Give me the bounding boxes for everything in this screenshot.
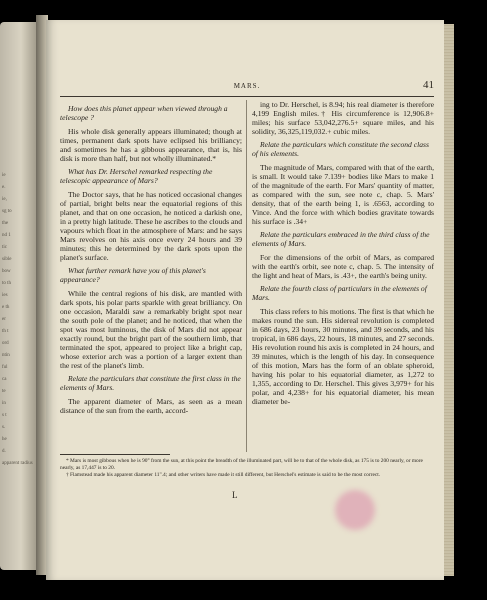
question: Relate the particulars that constitute the first class in the elements of Mars. xyxy=(60,374,241,392)
facing-page-fragment: er xyxy=(2,317,6,322)
footnote: † Flamstead made his apparent diameter 11".4; and other writers have made it still different, but Herschel's estimate is said to be the most correct. xyxy=(66,472,381,479)
book-page xyxy=(46,20,444,580)
question: What has Dr. Herschel remarked respecting the telescopic appearance of Mars? xyxy=(60,167,213,185)
question: How does this planet appear when viewed through a telescope ? xyxy=(60,104,228,122)
facing-page-fragment: apparent radius xyxy=(2,461,33,466)
facing-page-fragment: s t xyxy=(2,413,7,418)
facing-page-fragment: ful xyxy=(2,365,8,370)
paper-stain xyxy=(335,490,375,530)
facing-page-fragment: to th xyxy=(2,281,12,286)
left-column xyxy=(60,100,242,419)
page-header xyxy=(60,79,434,94)
facing-page-fragment: ntin xyxy=(2,353,10,358)
running-head: MARS. xyxy=(233,82,261,90)
facing-page-fragment: bow xyxy=(2,269,11,274)
facing-page-fragment: e. xyxy=(2,185,6,190)
paragraph: The Doctor says, that he has noticed occasional changes of partial, bright belts near the equatorial regions of this planet, and that on one occasion, he noticed a darkish one, in a pretty high latitude. These he ascribes to the clouds and vapours which float in the atmosphere of Mars: and he says Mars revolves on his axis once every 24 hours and 39 minutes; this he determined by the dark spots upon the planet's surface. xyxy=(60,190,242,262)
facing-page-fragment: tic xyxy=(2,245,7,250)
facing-page-fragment: d. xyxy=(2,449,6,454)
column-divider xyxy=(246,100,247,452)
facing-page-fragment: ie xyxy=(2,173,6,178)
page-block-edge xyxy=(444,24,454,576)
facing-page-fragment: ie, xyxy=(2,197,7,202)
facing-page-fragment: sg to xyxy=(2,209,12,214)
facing-page-fragment: sible xyxy=(2,257,12,262)
paragraph: This class refers to his motions. The first is that which he makes round the sun. His sidereal revolution is completed in 686 days, 23 hours, 30 minutes, and 39 seconds, and his tropical, in 686 days, 22 hours, 18 minutes, and 27 seconds. His revolution round his axis is completed in 24 hours, and 39 minutes, which is the length of his day. In consequence of this motion, Mars has the form of an oblate spheroid, having his polar to his equatorial diameter, as 1,272 to 1,355, according to Dr. Herschel. This gives 3,979+ for his polar, and 4,238+ for his equatorial diameter, his mean diameter be- xyxy=(252,307,434,406)
page-number: 41 xyxy=(423,79,434,91)
facing-page-fragment: the xyxy=(2,221,9,226)
header-rule xyxy=(60,96,434,97)
facing-page-fragment: th t xyxy=(2,329,9,334)
footnotes xyxy=(60,458,434,480)
question: Relate the fourth class of particulars in the elements of Mars. xyxy=(252,284,427,302)
footnote-rule xyxy=(60,454,170,455)
facing-page-fragment: nd 1 xyxy=(2,233,11,238)
facing-page-fragment: ies xyxy=(2,293,8,298)
facing-page-fragment: ca xyxy=(2,377,7,382)
facing-page-fragment: ord xyxy=(2,341,9,346)
facing-page-fragment: s. xyxy=(2,425,6,430)
footnote: * Mars is most gibbous when he is 90° from the sun, at this point the breadth of the illuminated part, will be to that of the whole disk, as 175 is to 200 nearly, or more nearly, as 17,447 is to 20. xyxy=(60,458,423,471)
right-column xyxy=(252,100,434,410)
paragraph: While the central regions of his disk, are mantled with dark spots, his polar parts sparkle with great brilliancy. On one occasion, Maraldi saw a remarkably bright spot near the south pole of the planet; and he noticed, that when the spot was most luminous, the disk of Mars did not appear exactly round, but the bright part of the southern limb, that terminated the spot, appeared to project like a bright cap, whose exterior arch was a portion of a larger extent than the rest of the planet's limb. xyxy=(60,289,242,370)
paragraph: The magnitude of Mars, compared with that of the earth, is small. It would take 7.139+ bodies like Mars to make 1 of the magnitude of the earth. For Mars' quantity of matter, as compared with the sun, see note c, chap. 5. Mars' density, that of the earth being 1, is .6563, according to Vince. And the force with which bodies gravitate towards his surface is .34+ xyxy=(252,163,434,226)
signature-mark: L xyxy=(232,490,238,500)
facing-page-edge xyxy=(0,22,38,570)
facing-page-fragment: in xyxy=(2,401,6,406)
paragraph: The apparent diameter of Mars, as seen as a mean distance of the sun from the earth, accord- xyxy=(60,397,242,415)
paragraph: For the dimensions of the orbit of Mars, as compared with the earth's orbit, see note c, chap. 5. The intensity of the light and heat of Mars, is .43+, the earth's being unity. xyxy=(252,253,434,280)
paragraph: ing to Dr. Herschel, is 8.94; his real diameter is therefore 4,199 English miles.† His circumference is 12,906.8+ miles; his surface 53,042,276.5+ square miles, and his solidity, 36,325,119,032.+ cubic miles. xyxy=(252,100,434,136)
question: What further remark have you of this planet's appearance? xyxy=(60,266,206,284)
facing-page-fragment: te xyxy=(2,389,6,394)
facing-page-fragment: e th xyxy=(2,305,10,310)
facing-page-fragment: he xyxy=(2,437,7,442)
question: Relate the particulars embraced in the third class of the elements of Mars. xyxy=(252,230,430,248)
question: Relate the particulars which constitute the second class of his elements. xyxy=(252,140,429,158)
paragraph: His whole disk generally appears illuminated; though at times, permanent dark spots have eclipsed his brilliancy; and sometimes he has a gibbous appearance, that is, his disk is more than half, but not wholly illuminated.* xyxy=(60,127,242,163)
